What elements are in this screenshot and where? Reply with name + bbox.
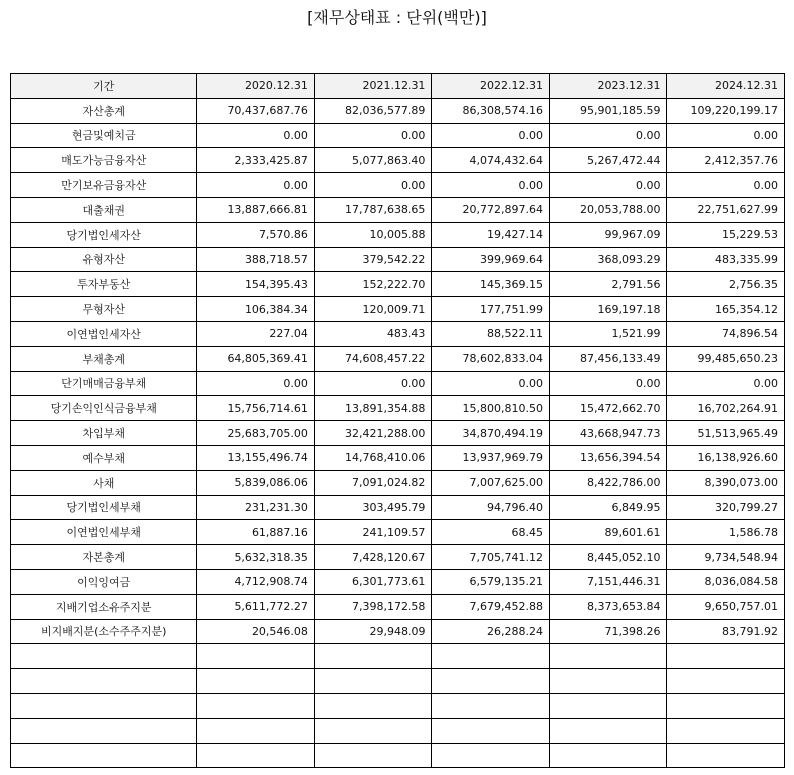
row-label: 비지배지분(소수주주지분) [11, 619, 197, 644]
cell-value: 106,384.34 [197, 297, 315, 322]
cell-value: 0.00 [549, 123, 667, 148]
empty-row [11, 644, 785, 669]
cell-value: 94,796.40 [432, 495, 550, 520]
cell-value: 15,229.53 [667, 222, 785, 247]
cell-value: 99,967.09 [549, 222, 667, 247]
cell-value: 0.00 [197, 123, 315, 148]
cell-value: 25,683,705.00 [197, 421, 315, 446]
row-label: 이연법인세자산 [11, 321, 197, 346]
empty-cell [549, 644, 667, 669]
cell-value: 0.00 [432, 173, 550, 198]
row-label: 사채 [11, 470, 197, 495]
cell-value: 0.00 [667, 123, 785, 148]
cell-value: 71,398.26 [549, 619, 667, 644]
table-row [11, 123, 785, 148]
table-row [11, 272, 785, 297]
cell-value: 5,077,863.40 [314, 148, 432, 173]
table-row [11, 321, 785, 346]
row-label: 예수부채 [11, 445, 197, 470]
cell-value: 0.00 [314, 371, 432, 396]
header-year: 2021.12.31 [314, 74, 432, 99]
empty-cell [11, 718, 197, 743]
cell-value: 145,369.15 [432, 272, 550, 297]
empty-row [11, 718, 785, 743]
row-label: 유형자산 [11, 247, 197, 272]
cell-value: 231,231.30 [197, 495, 315, 520]
cell-value: 7,570.86 [197, 222, 315, 247]
cell-value: 7,398,172.58 [314, 594, 432, 619]
empty-cell [667, 693, 785, 718]
cell-value: 70,437,687.76 [197, 98, 315, 123]
table-row [11, 297, 785, 322]
table-row [11, 148, 785, 173]
cell-value: 2,791.56 [549, 272, 667, 297]
cell-value: 87,456,133.49 [549, 346, 667, 371]
empty-cell [11, 644, 197, 669]
cell-value: 303,495.79 [314, 495, 432, 520]
header-year: 2023.12.31 [549, 74, 667, 99]
table-row [11, 421, 785, 446]
cell-value: 68.45 [432, 520, 550, 545]
cell-value: 0.00 [197, 371, 315, 396]
empty-cell [314, 743, 432, 768]
empty-cell [197, 718, 315, 743]
row-label: 지배기업소유주지분 [11, 594, 197, 619]
empty-cell [432, 669, 550, 694]
row-label: 자산총계 [11, 98, 197, 123]
empty-cell [197, 669, 315, 694]
empty-cell [432, 644, 550, 669]
table-row [11, 445, 785, 470]
cell-value: 5,632,318.35 [197, 545, 315, 570]
cell-value: 13,155,496.74 [197, 445, 315, 470]
cell-value: 4,074,432.64 [432, 148, 550, 173]
row-label: 이연법인세부채 [11, 520, 197, 545]
empty-cell [549, 718, 667, 743]
cell-value: 13,937,969.79 [432, 445, 550, 470]
empty-cell [197, 743, 315, 768]
cell-value: 241,109.57 [314, 520, 432, 545]
table-row [11, 222, 785, 247]
empty-cell [314, 644, 432, 669]
cell-value: 26,288.24 [432, 619, 550, 644]
cell-value: 152,222.70 [314, 272, 432, 297]
header-year: 2020.12.31 [197, 74, 315, 99]
cell-value: 17,787,638.65 [314, 197, 432, 222]
cell-value: 1,521.99 [549, 321, 667, 346]
header-year: 2022.12.31 [432, 74, 550, 99]
table-row [11, 470, 785, 495]
cell-value: 483,335.99 [667, 247, 785, 272]
empty-cell [667, 743, 785, 768]
cell-value: 0.00 [432, 123, 550, 148]
empty-cell [667, 718, 785, 743]
cell-value: 99,485,650.23 [667, 346, 785, 371]
cell-value: 154,395.43 [197, 272, 315, 297]
cell-value: 2,756.35 [667, 272, 785, 297]
cell-value: 20,546.08 [197, 619, 315, 644]
cell-value: 6,849.95 [549, 495, 667, 520]
cell-value: 0.00 [432, 371, 550, 396]
empty-cell [432, 743, 550, 768]
row-label: 자본총계 [11, 545, 197, 570]
cell-value: 2,412,357.76 [667, 148, 785, 173]
cell-value: 32,421,288.00 [314, 421, 432, 446]
row-label: 현금및예치금 [11, 123, 197, 148]
cell-value: 78,602,833.04 [432, 346, 550, 371]
row-label: 당기법인세부채 [11, 495, 197, 520]
cell-value: 388,718.57 [197, 247, 315, 272]
cell-value: 8,422,786.00 [549, 470, 667, 495]
cell-value: 15,800,810.50 [432, 396, 550, 421]
cell-value: 20,053,788.00 [549, 197, 667, 222]
cell-value: 7,428,120.67 [314, 545, 432, 570]
cell-value: 165,354.12 [667, 297, 785, 322]
cell-value: 29,948.09 [314, 619, 432, 644]
table-row [11, 520, 785, 545]
cell-value: 61,887.16 [197, 520, 315, 545]
row-label: 차입부채 [11, 421, 197, 446]
table-row [11, 346, 785, 371]
empty-cell [11, 693, 197, 718]
empty-cell [314, 693, 432, 718]
empty-cell [432, 718, 550, 743]
empty-cell [314, 718, 432, 743]
table-row [11, 594, 785, 619]
empty-cell [197, 693, 315, 718]
cell-value: 483.43 [314, 321, 432, 346]
cell-value: 169,197.18 [549, 297, 667, 322]
cell-value: 51,513,965.49 [667, 421, 785, 446]
cell-value: 5,611,772.27 [197, 594, 315, 619]
cell-value: 74,896.54 [667, 321, 785, 346]
cell-value: 2,333,425.87 [197, 148, 315, 173]
empty-cell [549, 743, 667, 768]
cell-value: 0.00 [667, 371, 785, 396]
cell-value: 7,679,452.88 [432, 594, 550, 619]
cell-value: 14,768,410.06 [314, 445, 432, 470]
cell-value: 7,091,024.82 [314, 470, 432, 495]
cell-value: 13,656,394.54 [549, 445, 667, 470]
row-label: 당기법인세자산 [11, 222, 197, 247]
empty-cell [549, 669, 667, 694]
cell-value: 19,427.14 [432, 222, 550, 247]
cell-value: 399,969.64 [432, 247, 550, 272]
cell-value: 9,650,757.01 [667, 594, 785, 619]
row-label: 단기매매금융부채 [11, 371, 197, 396]
cell-value: 74,608,457.22 [314, 346, 432, 371]
cell-value: 7,151,446.31 [549, 569, 667, 594]
cell-value: 95,901,185.59 [549, 98, 667, 123]
row-label: 이익잉여금 [11, 569, 197, 594]
row-label: 부채총계 [11, 346, 197, 371]
cell-value: 8,373,653.84 [549, 594, 667, 619]
cell-value: 120,009.71 [314, 297, 432, 322]
cell-value: 43,668,947.73 [549, 421, 667, 446]
cell-value: 0.00 [549, 371, 667, 396]
empty-cell [667, 669, 785, 694]
cell-value: 13,887,666.81 [197, 197, 315, 222]
empty-cell [11, 743, 197, 768]
cell-value: 88,522.11 [432, 321, 550, 346]
page-title: [재무상태표 : 단위(백만)] [307, 8, 487, 27]
cell-value: 86,308,574.16 [432, 98, 550, 123]
empty-row [11, 743, 785, 768]
cell-value: 320,799.27 [667, 495, 785, 520]
cell-value: 64,805,369.41 [197, 346, 315, 371]
table-row [11, 98, 785, 123]
table-row [11, 247, 785, 272]
table-row [11, 396, 785, 421]
cell-value: 379,542.22 [314, 247, 432, 272]
empty-cell [667, 644, 785, 669]
table-row [11, 173, 785, 198]
cell-value: 0.00 [314, 123, 432, 148]
empty-cell [314, 669, 432, 694]
cell-value: 0.00 [314, 173, 432, 198]
table-header-row [11, 74, 785, 99]
empty-cell [11, 669, 197, 694]
cell-value: 82,036,577.89 [314, 98, 432, 123]
empty-row [11, 693, 785, 718]
cell-value: 8,036,084.58 [667, 569, 785, 594]
cell-value: 16,702,264.91 [667, 396, 785, 421]
empty-cell [432, 693, 550, 718]
row-label: 대출채권 [11, 197, 197, 222]
cell-value: 0.00 [667, 173, 785, 198]
table-body [11, 98, 785, 768]
cell-value: 34,870,494.19 [432, 421, 550, 446]
empty-cell [197, 644, 315, 669]
cell-value: 20,772,897.64 [432, 197, 550, 222]
cell-value: 368,093.29 [549, 247, 667, 272]
row-label: 투자부동산 [11, 272, 197, 297]
cell-value: 7,007,625.00 [432, 470, 550, 495]
table-row [11, 545, 785, 570]
cell-value: 109,220,199.17 [667, 98, 785, 123]
row-label: 무형자산 [11, 297, 197, 322]
table-row [11, 197, 785, 222]
cell-value: 15,756,714.61 [197, 396, 315, 421]
cell-value: 227.04 [197, 321, 315, 346]
header-year: 2024.12.31 [667, 74, 785, 99]
cell-value: 10,005.88 [314, 222, 432, 247]
cell-value: 6,579,135.21 [432, 569, 550, 594]
empty-row [11, 669, 785, 694]
cell-value: 1,586.78 [667, 520, 785, 545]
row-label: 매도가능금융자산 [11, 148, 197, 173]
table-row [11, 495, 785, 520]
cell-value: 22,751,627.99 [667, 197, 785, 222]
table-row [11, 619, 785, 644]
cell-value: 5,839,086.06 [197, 470, 315, 495]
cell-value: 5,267,472.44 [549, 148, 667, 173]
table-row [11, 371, 785, 396]
cell-value: 177,751.99 [432, 297, 550, 322]
cell-value: 9,734,548.94 [667, 545, 785, 570]
balance-sheet-table [10, 73, 785, 768]
cell-value: 8,390,073.00 [667, 470, 785, 495]
cell-value: 4,712,908.74 [197, 569, 315, 594]
empty-cell [549, 693, 667, 718]
cell-value: 15,472,662.70 [549, 396, 667, 421]
header-period: 기간 [11, 74, 197, 99]
table-row [11, 569, 785, 594]
row-label: 당기손익인식금융부채 [11, 396, 197, 421]
row-label: 만기보유금융자산 [11, 173, 197, 198]
cell-value: 0.00 [197, 173, 315, 198]
cell-value: 0.00 [549, 173, 667, 198]
cell-value: 6,301,773.61 [314, 569, 432, 594]
cell-value: 8,445,052.10 [549, 545, 667, 570]
cell-value: 13,891,354.88 [314, 396, 432, 421]
cell-value: 89,601.61 [549, 520, 667, 545]
cell-value: 16,138,926.60 [667, 445, 785, 470]
cell-value: 83,791.92 [667, 619, 785, 644]
cell-value: 7,705,741.12 [432, 545, 550, 570]
